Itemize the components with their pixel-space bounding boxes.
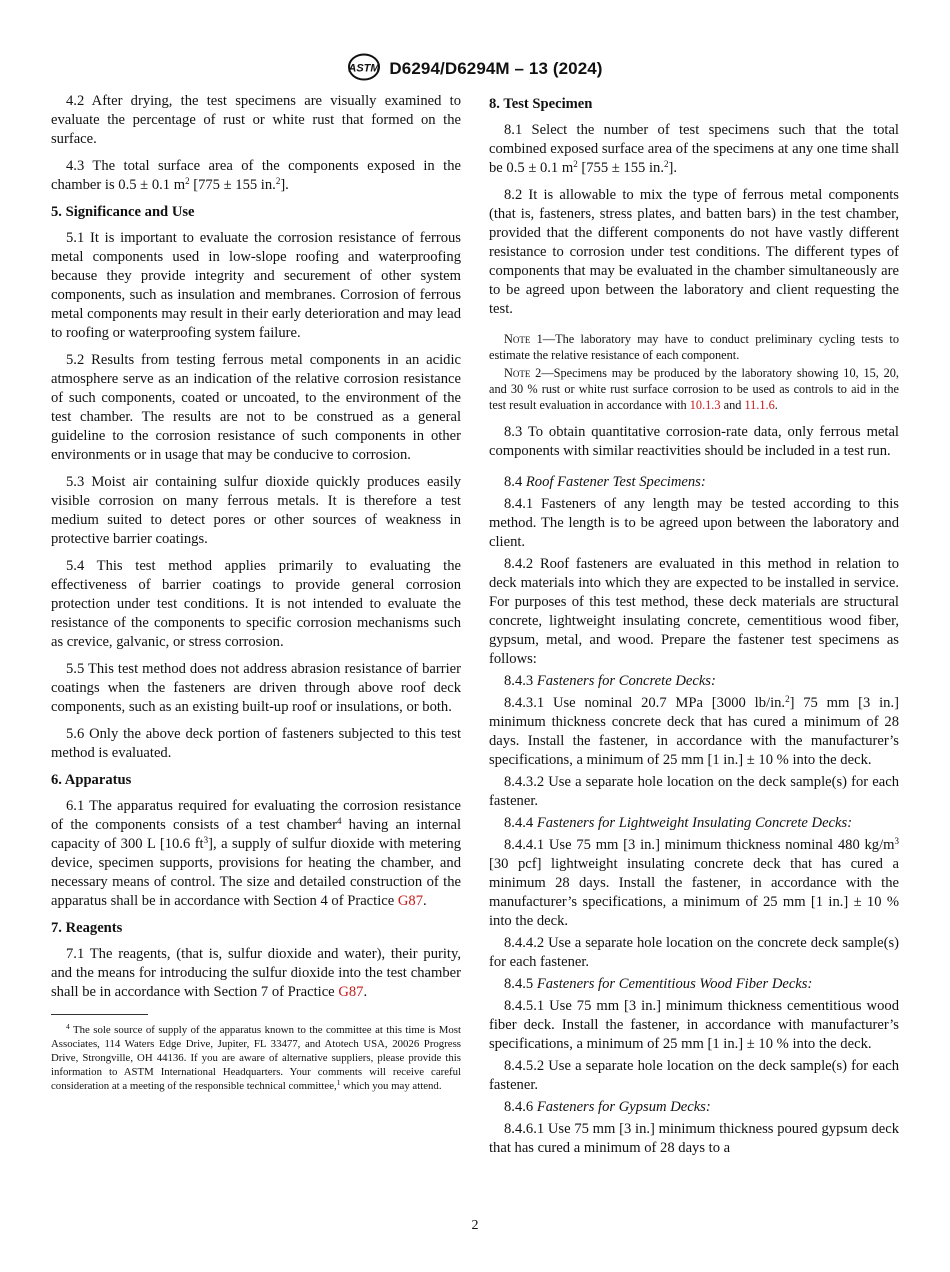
paragraph-5-4: 5.4 This test method applies primarily to evaluating the effectiveness of barrier coatings to provide general corrosion protection under test conditions. It is not intended to evaluate the resistance of the components to specific corrosion mechanisms such as crevice, galvanic, or stress corrosion. [51,558,461,650]
paragraph-8-4-5: 8.4.5 Fasteners for Cementitious Wood Fiber Decks: [504,976,813,992]
left-column [51,92,461,1093]
paragraph-8-4-3-1: 8.4.3.1 Use nominal 20.7 MPa [3000 lb/in.$^2$] 75 mm [3 in.] minimum thickness concrete deck that has cured a minimum of 28 days. Install the fastener, in accordance with the manufacturer’s specifications, a minimum of 25 mm [1 in.] ± 10 % into the deck. [489,694,899,768]
paragraph-5-1: 5.1 It is important to evaluate the corrosion resistance of ferrous metal components used in low-slope roofing and waterproofing because they provide integrity and securement of other system components, such as insulation and membranes. Corrosion of ferrous metal components may result in their early deterioration and may lead to roofing or waterproofing system failure. [51,230,461,341]
paragraph-8-4-5-1: 8.4.5.1 Use 75 mm [3 in.] minimum thickness cementitious wood fiber deck. Install the fastener, in accordance with manufacturer’s specifications, a minimum of 25 mm [1 in.] ± 10 % into the deck. [489,998,899,1052]
paragraph-5-3: 5.3 Moist air containing sulfur dioxide quickly produces easily visible corrosion on many ferrous metals. It is therefore a test medium suited to detect pores or other sources of weakness in protective barrier coatings. [51,474,461,547]
paragraph-8-1: 8.1 Select the number of test specimens such that the total combined exposed surface area of the specimens at any one time shall be 0.5 ± 0.1 $m^2$ [755 ± 155 in.$^2$]. [489,122,899,176]
paragraph-8-3: 8.3 To obtain quantitative corrosion-rate data, only ferrous metal components with similar reactivities should be included in a test run. [489,424,899,459]
note-1: Note 1—The laboratory may have to conduct preliminary cycling tests to estimate the relative resistance of each component. [489,332,899,362]
paragraph-5-5: 5.5 This test method does not address abrasion resistance of barrier coatings when the fasteners are driven through above roof deck components, such as an existing built-up roof or insulations, or both. [51,661,461,715]
paragraph-6-1: 6.1 The apparatus required for evaluating the corrosion resistance of the components consists of a test chamber$^4$ having an internal capacity of 300 L [10.6 $ft^3$], a supply of sulfur dioxide with metering device, specimen supports, provisions for heating the chamber, and necessary means of control. The size and detailed construction of the apparatus shall be in accordance with Section 4 of Practice G87. [51,798,462,909]
g87-link[interactable]: G87 [338,984,364,1000]
page-number: 2 [471,1218,479,1233]
paragraph-5-2: 5.2 Results from testing ferrous metal components in an acidic atmosphere serve as an indication of the relative corrosion resistance of such components, coated or uncoated, to the environment of the test chamber. The results are not to be construed as a general guideline to the corrosion resistance of such components in other environments or in usage that may be conducive to corrosion. [51,352,461,463]
document-designation: D6294/D6294M – 13 (2024) [389,59,603,78]
section-5-heading: 5. Significance and Use [51,204,195,220]
paragraph-7-1: 7.1 The reagents, (that is, sulfur dioxide and water), their purity, and the means for introducing the sulfur dioxide into the test chamber shall be in accordance with Section 7 of Practice G87. [51,946,461,1000]
paragraph-8-4-1: 8.4.1 Fasteners of any length may be tested according to this method. The length is to be agreed upon between the laboratory and client. [489,496,899,550]
note-2: Note 2—Specimens may be produced by the laboratory showing 10, 15, 20, and 30 % rust or white rust surface corrosion to be used as controls to aid in the test result evaluation in accordance with 10.1.3 and 11.1.6. [489,366,899,412]
section-10-1-3-link[interactable]: 10.1.3 [689,398,721,412]
g87-link[interactable]: G87 [397,893,424,909]
paragraph-8-4-4: 8.4.4 Fasteners for Lightweight Insulating Concrete Decks: [504,815,853,831]
paragraph-8-4: 8.4 Roof Fastener Test Specimens: [504,474,706,490]
paragraph-8-4-6-1: 8.4.6.1 Use 75 mm [3 in.] minimum thickness poured gypsum deck that has cured a minimum of 28 days to a [489,1121,899,1156]
footnote-4: $^4$ The sole source of supply of the apparatus known to the committee at this time is Most Associates, 114 Waters Edge Drive, Jupiter, FL 33477, and Atotech USA, 20026 Progress Drive, Strongville, OH 44136. If you are aware of alternative suppliers, please provide this information to ASTM International Headquarters. Your comments will receive careful consideration at a meeting of the responsible technical committee,$^1$ which you may attend. [51,1022,461,1092]
astm-logo-icon [347,53,381,86]
paragraph-4-2: 4.2 After drying, the test specimens are visually examined to evaluate the percentage of rust or white rust that formed on the surface. [51,93,461,147]
paragraph-5-6: 5.6 Only the above deck portion of fasteners subjected to this test method is evaluated. [51,726,461,761]
paragraph-8-4-2: 8.4.2 Roof fasteners are evaluated in this method in relation to deck materials into which they are expected to be installed in service. For purposes of this test method, these deck materials are structural concrete, lightweight insulating concrete, cementitious wood fiber, gypsum, metal, and wood. Prepare the fastener test specimens as follows: [489,556,899,667]
section-6-heading: 6. Apparatus [51,772,132,788]
paragraph-8-4-6: 8.4.6 Fasteners for Gypsum Decks: [504,1099,711,1115]
paragraph-8-2: 8.2 It is allowable to mix the type of ferrous metal components (that is, fasteners, stress plates, and batten bars) in the test chamber, provided that the different components do not have vastly different resistance to corrosion under test conditions. The different types of components that may be evaluated in the chamber simultaneously are to be agreed upon between the laboratory and client requesting the test. [489,187,899,317]
paragraph-8-4-3-2: 8.4.3.2 Use a separate hole location on the deck sample(s) for each fastener. [489,774,899,809]
paragraph-8-4-5-2: 8.4.5.2 Use a separate hole location on the deck sample(s) for each fastener. [489,1058,899,1093]
paragraph-8-4-3: 8.4.3 Fasteners for Concrete Decks: [504,673,716,689]
footnote-divider [51,1014,148,1015]
paragraph-4-3: 4.3 The total surface area of the components exposed in the chamber is 0.5 ± 0.1 $m^2$ [775 ± 155 in.$^2$]. [51,158,461,193]
right-column [489,92,899,1161]
paragraph-8-4-4-2: 8.4.4.2 Use a separate hole location on the concrete deck sample(s) for each fastener. [489,935,899,970]
section-11-1-6-link[interactable]: 11.1.6 [744,398,775,412]
page-header [0,54,950,84]
svg-text:ASTM: ASTM [348,62,381,74]
section-8-heading: 8. Test Specimen [489,96,593,112]
section-7-heading: 7. Reagents [51,920,123,936]
paragraph-8-4-4-1: 8.4.4.1 Use 75 mm [3 in.] minimum thickness nominal 480 $kg/m^3$ [30 pcf] lightweight insulating concrete deck that has cured a minimum 28 days. Install the fastener, in accordance with the manufacturer’s specifications, a minimum of 25 mm [1 in.] ± 10 % into the deck. [489,836,899,929]
